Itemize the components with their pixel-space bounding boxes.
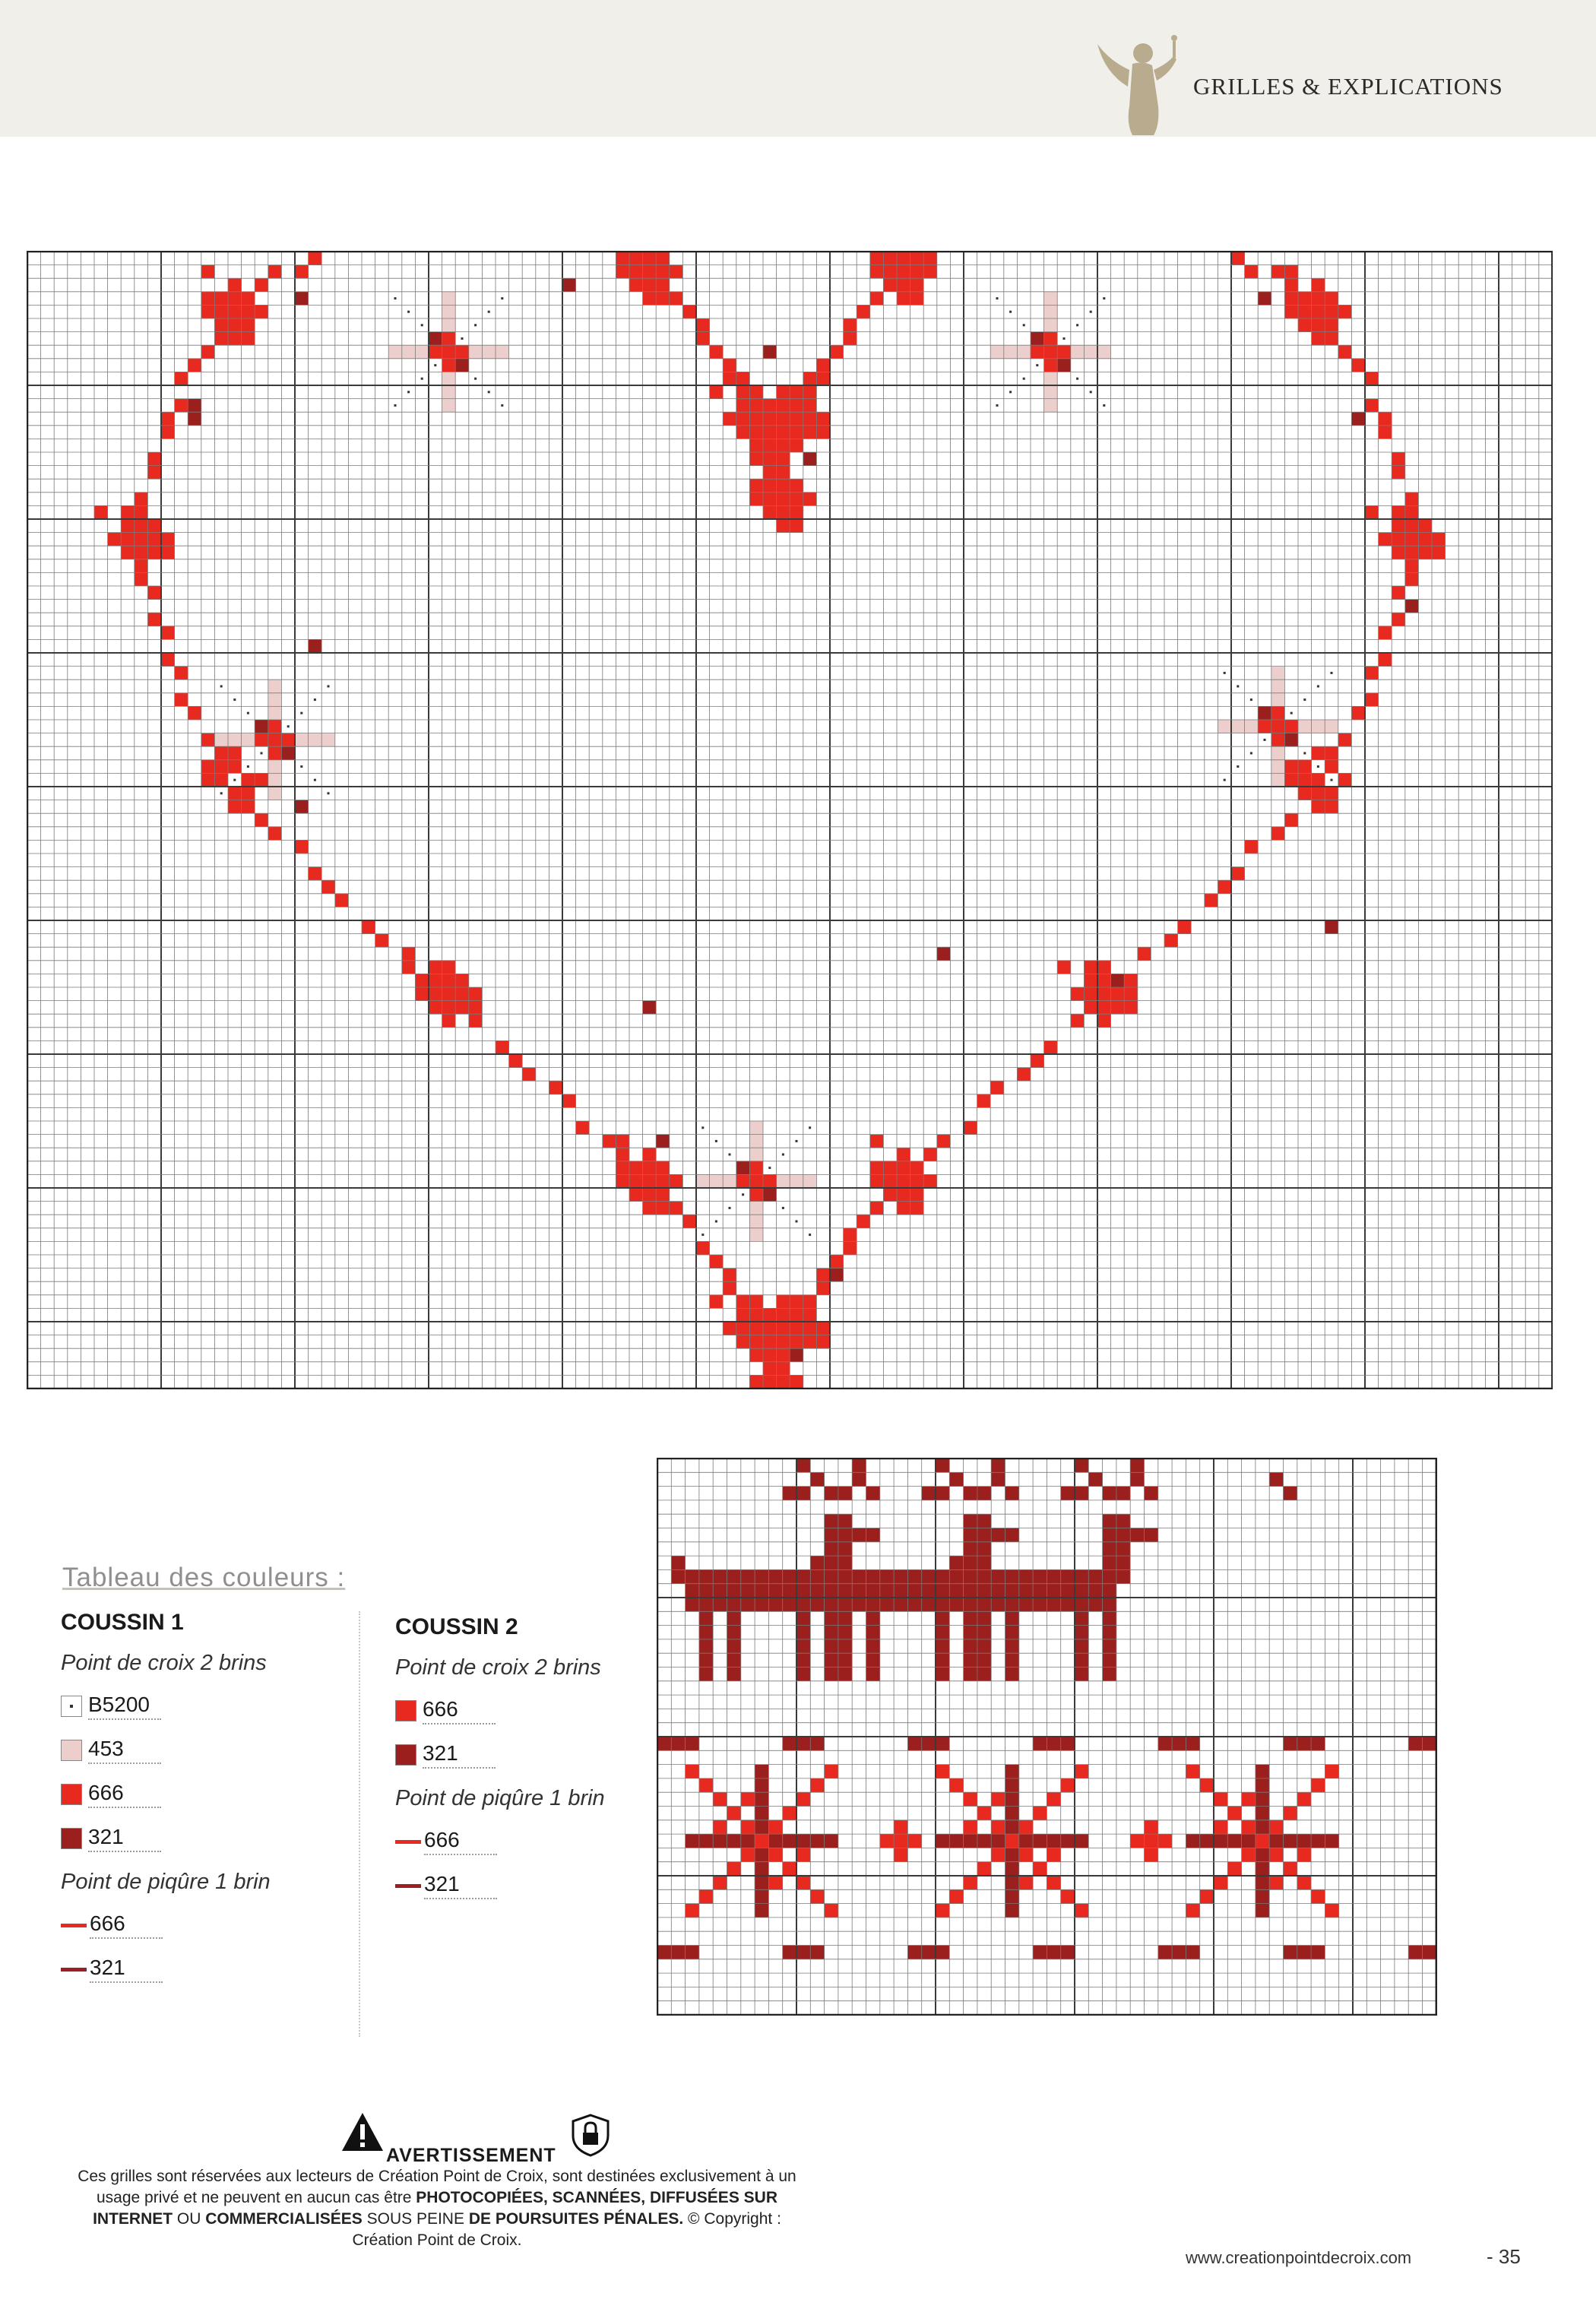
warning-triangle-icon — [340, 2111, 385, 2152]
legend-section-label: Point de piqûre 1 brin — [61, 1870, 271, 1894]
dark-red-swatch — [395, 1744, 416, 1766]
legend-column-coussin-2 — [395, 1608, 605, 1908]
heart-cross-stitch-chart — [27, 251, 1553, 1389]
color-code: B5200 — [88, 1693, 161, 1720]
legend-row — [61, 1684, 271, 1728]
warning-text-part: SOUS PEINE — [362, 2210, 469, 2228]
red-swatch — [61, 1784, 82, 1805]
color-code: 666 — [423, 1697, 496, 1724]
legend-row — [61, 1947, 271, 1991]
warning-text — [76, 2166, 798, 2251]
footer-website-link[interactable]: www.creationpointdecroix.com — [1186, 2248, 1412, 2267]
dark-red-backstitch-swatch — [395, 1884, 421, 1888]
color-code: 321 — [423, 1741, 496, 1769]
legend-row — [61, 1772, 271, 1816]
legend-divider — [359, 1611, 360, 2037]
legend-row — [61, 1728, 271, 1772]
warning-text-bold: DE POURSUITES PÉNALES. — [468, 2210, 684, 2228]
warning-text-part: Ces grilles sont réservées aux lecteurs de Création Point de Croix, sont destinées exclusivement à un usage privé et ne peuvent en aucun cas être — [78, 2168, 796, 2206]
warning-text-bold: COMMERCIALISÉES — [205, 2210, 363, 2228]
legend-row — [395, 1689, 605, 1733]
warning-text-part: © Copyright : Création Point de Croix. — [352, 2210, 781, 2249]
color-code: 321 — [90, 1956, 163, 1983]
warning-text-bold: PHOTOCOPIÉES, SCANNÉES, DIFFUSÉES SUR INTERNET — [93, 2189, 777, 2228]
legend-row — [395, 1864, 605, 1908]
legend-row — [61, 1816, 271, 1861]
legend-column-coussin-1 — [61, 1604, 271, 1991]
color-code: 321 — [424, 1872, 497, 1899]
color-code: 453 — [88, 1737, 161, 1764]
dark-red-swatch — [61, 1828, 82, 1849]
dark-red-backstitch-swatch — [61, 1968, 87, 1972]
white-dot-swatch — [61, 1696, 82, 1717]
legend-row — [61, 1903, 271, 1947]
legend-title: Tableau des couleurs : — [62, 1563, 346, 1592]
light-pink-swatch — [61, 1740, 82, 1761]
color-code: 666 — [88, 1781, 161, 1808]
red-backstitch-swatch — [61, 1924, 87, 1927]
legend-column-title: COUSSIN 2 — [395, 1614, 518, 1639]
legend-row — [395, 1820, 605, 1864]
color-code: 321 — [88, 1825, 161, 1852]
page-number: - 35 — [1487, 2245, 1521, 2268]
legend-section-label: Point de piqûre 1 brin — [395, 1786, 605, 1810]
red-swatch — [395, 1700, 416, 1721]
red-backstitch-swatch — [395, 1840, 421, 1844]
legend-column-title: COUSSIN 1 — [61, 1610, 184, 1635]
warning-text-part: OU — [173, 2210, 206, 2228]
grid-lines — [657, 1458, 1436, 2015]
header-band — [0, 0, 1596, 137]
warning-title: AVERTISSEMENT — [386, 2145, 556, 2166]
legend-section-label: Point de croix 2 brins — [395, 1655, 601, 1680]
lock-icon — [570, 2113, 611, 2157]
color-code: 666 — [424, 1828, 497, 1855]
section-title: GRILLES & EXPLICATIONS — [1193, 73, 1503, 100]
color-code: 666 — [90, 1911, 163, 1939]
angel-silhouette-icon — [1094, 30, 1186, 137]
legend-row — [395, 1733, 605, 1777]
reindeer-cross-stitch-chart — [657, 1458, 1437, 2016]
legend-section-label: Point de croix 2 brins — [61, 1651, 267, 1675]
